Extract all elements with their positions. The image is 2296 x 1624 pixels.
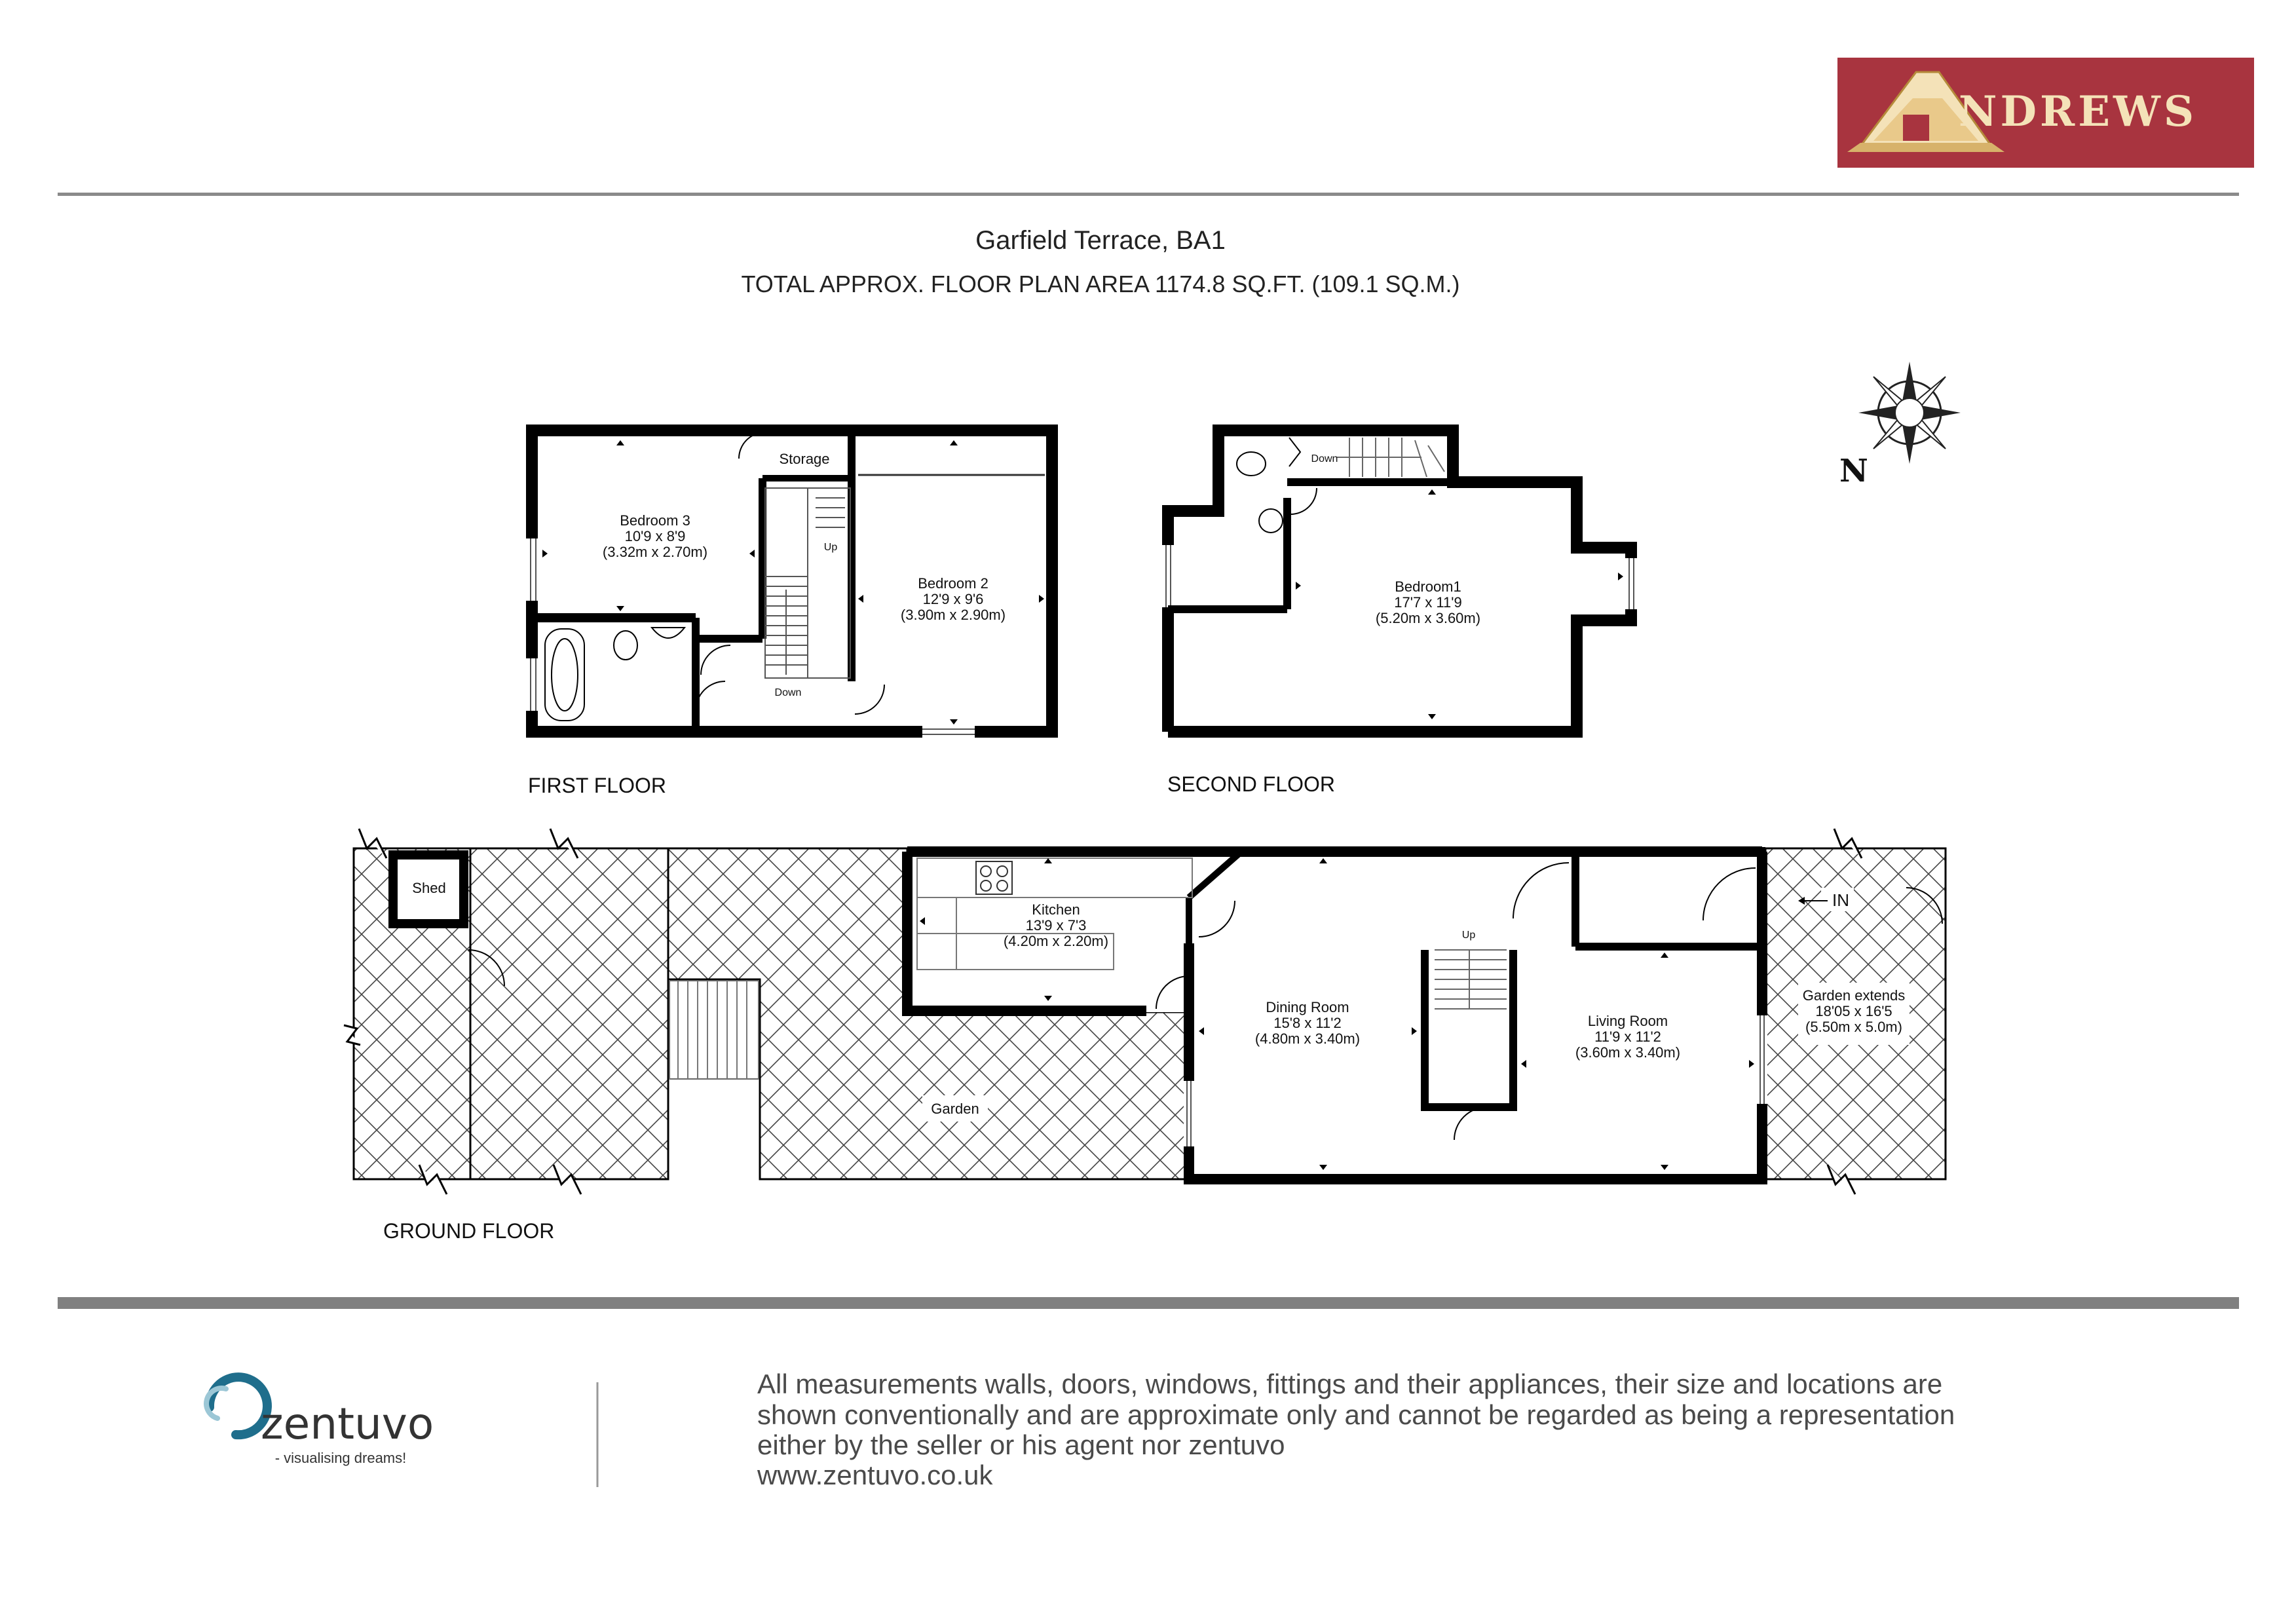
zentuvo-swirl-icon <box>206 1377 267 1435</box>
room-name-bedroom-1: Bedroom1 <box>1395 578 1461 595</box>
room-size-metric-bedroom-3: (3.32m x 2.70m) <box>602 544 708 560</box>
header-divider <box>58 193 2239 196</box>
room-size-metric-garden-extends: (5.50m x 5.0m) <box>1805 1019 1902 1035</box>
room-name-dining-room: Dining Room <box>1266 999 1349 1015</box>
room-name-living-room: Living Room <box>1587 1013 1668 1029</box>
compass-rose-icon <box>1858 362 1961 464</box>
entrance-label: IN <box>1832 890 1849 910</box>
first-floor-stairs-down-label: Down <box>774 687 802 698</box>
room-name-garden-extends: Garden extends <box>1802 987 1906 1004</box>
total-area-subtitle: TOTAL APPROX. FLOOR PLAN AREA 1174.8 SQ.FT. (109.1 SQ.M.) <box>741 271 1460 297</box>
second-floor-plan <box>1162 430 1637 732</box>
first-floor-stairs-up-label: Up <box>823 542 838 553</box>
room-size-metric-living-room: (3.60m x 3.40m) <box>1575 1044 1681 1061</box>
zentuvo-tagline: - visualising dreams! <box>274 1450 407 1466</box>
room-size-metric-bedroom-2: (3.90m x 2.90m) <box>900 607 1006 623</box>
room-size-metric-dining-room: (4.80m x 3.40m) <box>1254 1030 1361 1047</box>
website-link[interactable]: www.zentuvo.co.uk <box>757 1460 993 1490</box>
first-floor-storage-label: Storage <box>779 451 830 467</box>
room-size-imperial-bedroom-3: 10'9 x 8'9 <box>624 528 686 544</box>
disclaimer-line-3: either by the seller or his agent nor zentuvo <box>757 1429 1285 1460</box>
zentuvo-logo <box>206 1377 434 1466</box>
garden-label: Garden <box>931 1101 979 1117</box>
room-size-imperial-garden-extends: 18'05 x 16'5 <box>1815 1003 1892 1019</box>
ground-floor-stairs-up-label: Up <box>1461 930 1476 941</box>
address-title: Garfield Terrace, BA1 <box>975 226 1226 255</box>
shed-label: Shed <box>412 880 446 896</box>
room-name-kitchen: Kitchen <box>1032 901 1080 918</box>
room-size-imperial-bedroom-2: 12'9 x 9'6 <box>922 591 984 607</box>
room-size-metric-bedroom-1: (5.20m x 3.60m) <box>1375 610 1481 626</box>
agent-logo-text: NDREWS <box>1959 87 2198 136</box>
room-name-bedroom-2: Bedroom 2 <box>918 575 988 592</box>
room-size-imperial-dining-room: 15'8 x 11'2 <box>1273 1015 1342 1031</box>
room-name-bedroom-3: Bedroom 3 <box>620 512 690 529</box>
room-size-metric-kitchen: (4.20m x 2.20m) <box>1003 933 1109 949</box>
second-floor-stairs-down-label: Down <box>1311 453 1338 464</box>
disclaimer-line-2: shown conventionally and are approximate only and cannot be regarded as being a representation <box>757 1399 1955 1430</box>
room-size-imperial-bedroom-1: 17'7 x 11'9 <box>1394 594 1462 611</box>
ground-floor-plan <box>344 829 1946 1194</box>
footer-divider <box>58 1297 2239 1309</box>
room-size-imperial-living-room: 11'9 x 11'2 <box>1594 1029 1661 1045</box>
disclaimer-line-1: All measurements walls, doors, windows, fittings and their appliances, their size and locations are <box>757 1369 1943 1399</box>
zentuvo-brand-name: zentuvo <box>261 1399 434 1449</box>
agent-logo <box>1837 58 2254 168</box>
first-floor-label: FIRST FLOOR <box>528 774 666 797</box>
ground-floor-label: GROUND FLOOR <box>383 1219 555 1243</box>
room-size-imperial-kitchen: 13'9 x 7'3 <box>1025 917 1087 934</box>
compass-north-label: N <box>1839 453 1868 489</box>
second-floor-label: SECOND FLOOR <box>1167 772 1336 796</box>
first-floor-plan <box>526 430 1052 738</box>
